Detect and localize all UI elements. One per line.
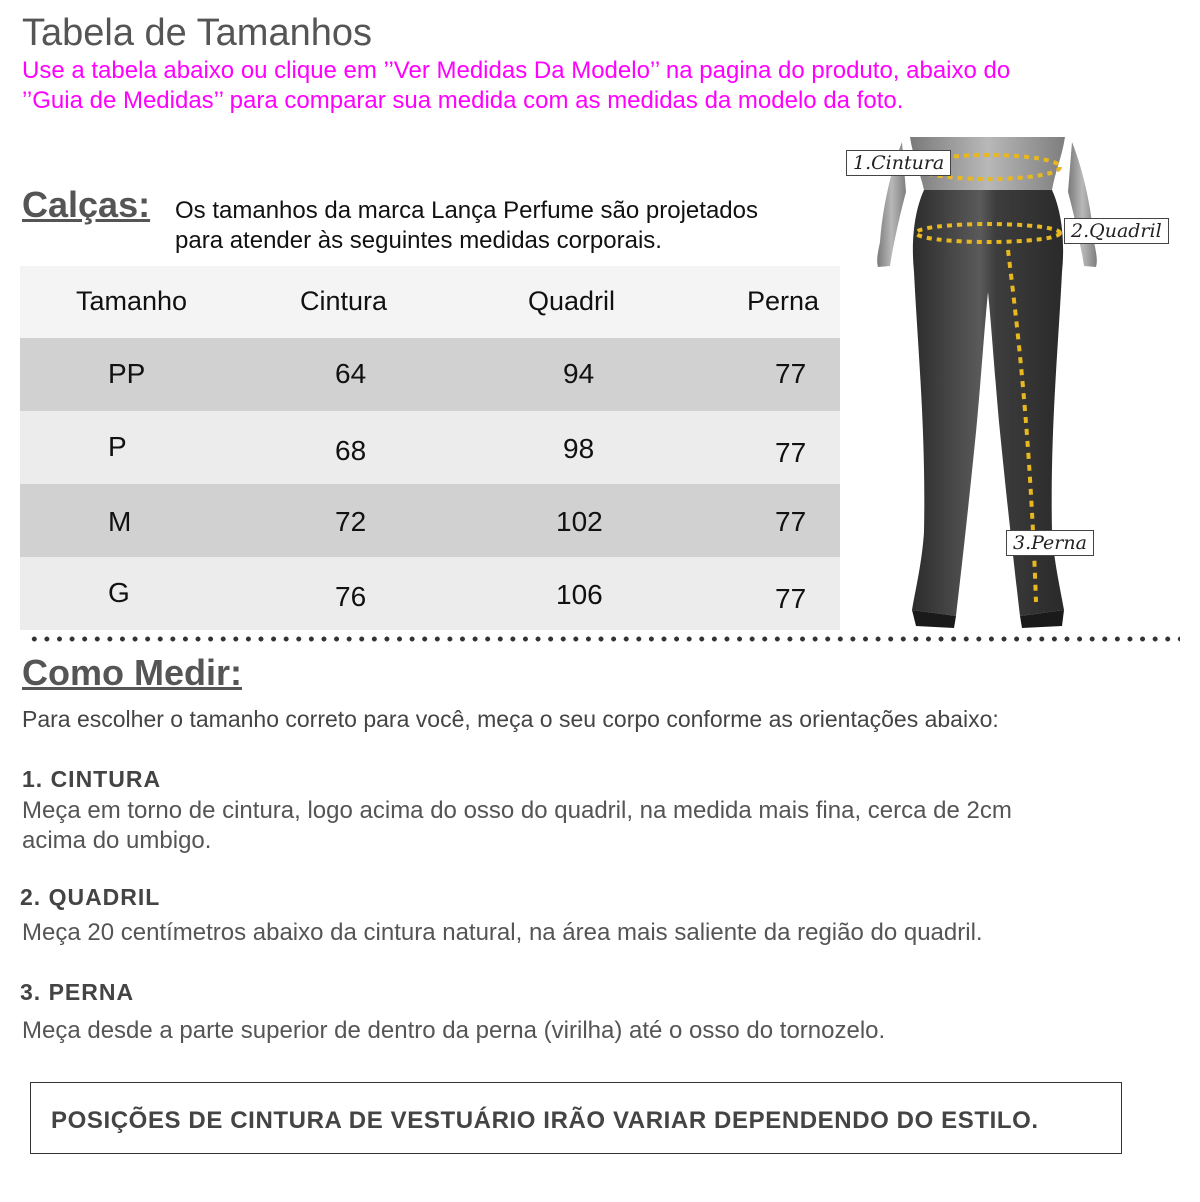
cell-perna: 77 — [775, 437, 807, 468]
table-row — [20, 338, 840, 411]
cell-cintura: 68 — [335, 435, 367, 466]
label-quadril: 2.Quadril — [1064, 218, 1169, 244]
dotted-divider — [28, 636, 1180, 642]
cell-tamanho: P — [108, 431, 127, 462]
calcas-desc-line-2: para atender às seguintes medidas corporais. — [175, 227, 662, 254]
section-title-quadril: 2. QUADRIL — [20, 884, 161, 910]
section-text-line: Meça em torno de cintura, logo acima do osso do quadril, na medida mais fina, cerca de 2cm — [22, 797, 1012, 824]
intro-line-2: ’’Guia de Medidas’’ para comparar sua medida com as medidas da modelo da foto. — [22, 87, 904, 114]
cell-perna: 77 — [775, 358, 807, 389]
cell-tamanho: G — [108, 577, 130, 608]
cell-quadril: 102 — [556, 506, 603, 537]
cell-quadril: 94 — [563, 358, 595, 389]
cell-cintura: 72 — [335, 506, 367, 537]
header-tamanho: Tamanho — [76, 286, 188, 316]
table-header-row — [20, 266, 840, 338]
section-text-cintura — [22, 796, 1142, 856]
page-title: Tabela de Tamanhos — [22, 12, 372, 54]
table-row — [20, 484, 840, 557]
right-arm — [1068, 142, 1097, 267]
cell-cintura: 76 — [335, 581, 367, 612]
cell-quadril: 106 — [556, 579, 603, 610]
section-text-quadril: Meça 20 centímetros abaixo da cintura natural, na área mais saliente da região do quadril. — [22, 919, 983, 946]
cell-perna: 77 — [775, 583, 807, 614]
cell-quadril: 98 — [563, 433, 595, 464]
cell-tamanho: M — [108, 506, 132, 537]
header-cintura: Cintura — [300, 286, 388, 316]
como-medir-heading: Como Medir: — [22, 652, 242, 693]
table-row — [20, 557, 840, 630]
cell-cintura: 64 — [335, 358, 367, 389]
header-perna: Perna — [747, 286, 820, 316]
table-row — [20, 411, 840, 484]
section-text-line: acima do umbigo. — [22, 827, 212, 854]
intro-line-1: Use a tabela abaixo ou clique em ’’Ver Medidas Da Modelo’’ na pagina do produto, abaixo do — [22, 57, 1011, 84]
style-notice-box — [30, 1082, 1122, 1154]
intro-text — [22, 56, 1172, 116]
label-perna: 3.Perna — [1006, 530, 1094, 556]
calcas-heading: Calças: — [22, 184, 151, 225]
header-quadril: Quadril — [528, 286, 616, 316]
measurement-figure — [840, 132, 1185, 632]
como-medir-description: Para escolher o tamanho correto para você, meça o seu corpo conforme as orientações abaixo: — [22, 706, 999, 732]
calcas-desc-line-1: Os tamanhos da marca Lança Perfume são projetados — [175, 197, 758, 224]
model-pants-illustration — [840, 132, 1185, 632]
calcas-description — [175, 196, 835, 256]
label-cintura: 1.Cintura — [846, 150, 951, 176]
cell-perna: 77 — [775, 506, 807, 537]
section-text-perna: Meça desde a parte superior de dentro da perna (virilha) até o osso do tornozelo. — [22, 1017, 886, 1044]
size-table — [20, 266, 840, 630]
cell-tamanho: PP — [108, 358, 146, 389]
section-title-cintura: 1. CINTURA — [22, 766, 162, 792]
style-notice-text: POSIÇÕES DE CINTURA DE VESTUÁRIO IRÃO VARIAR DEPENDENDO DO ESTILO. — [51, 1107, 1039, 1134]
section-title-perna: 3. PERNA — [20, 979, 135, 1005]
